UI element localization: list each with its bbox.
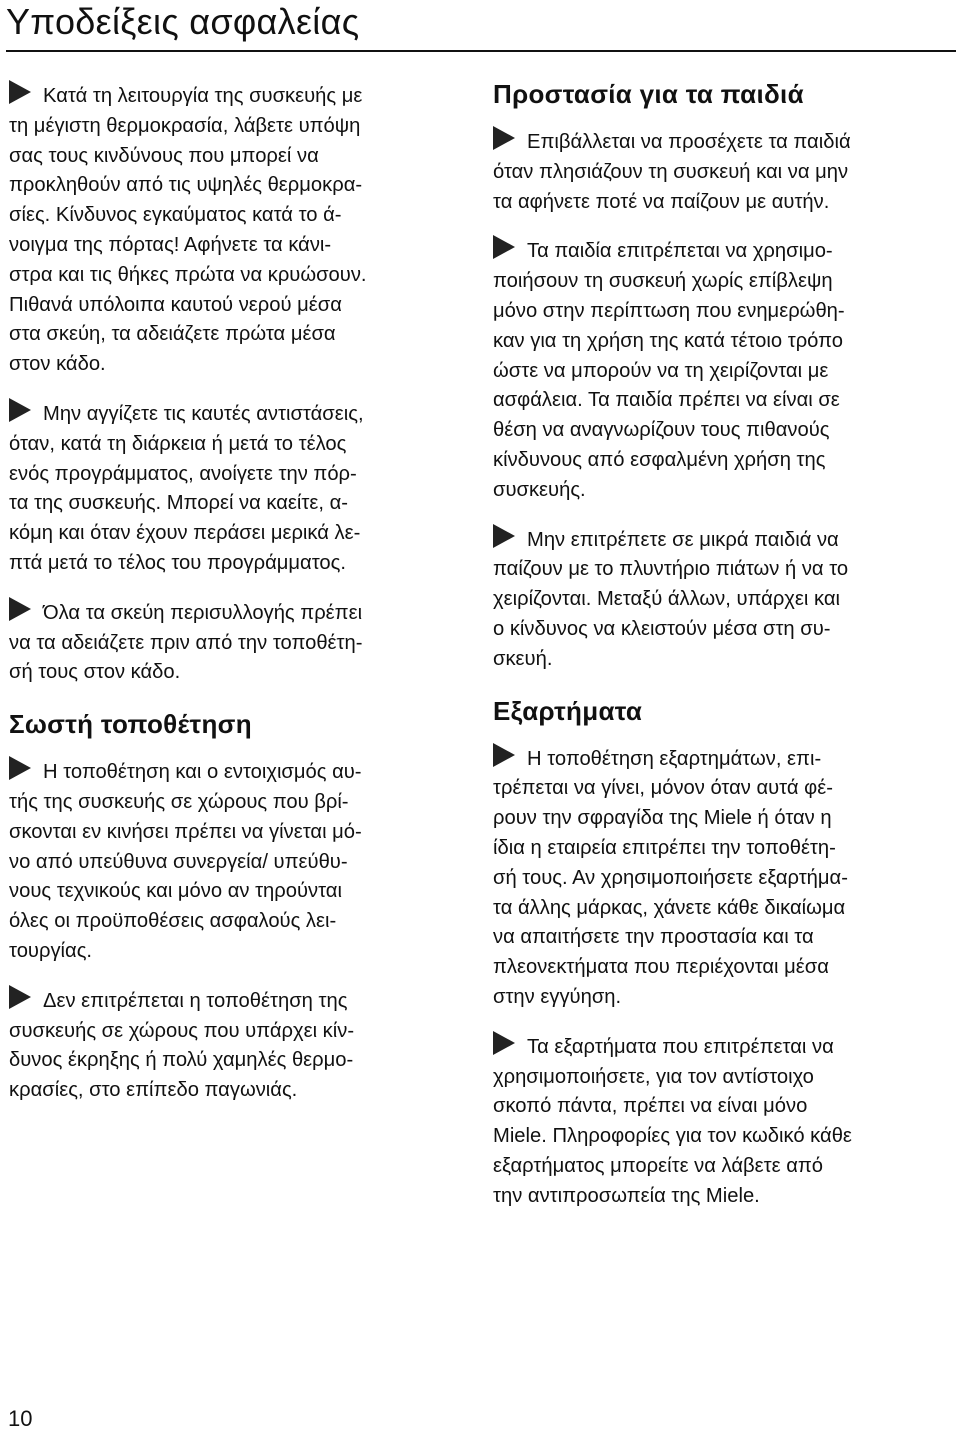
text-line: Η τοποθέτηση και ο εντοιχισμός αυ- [9, 756, 471, 788]
text-line: ο κίνδυνος να κλειστούν μέσα στη συ- [493, 617, 831, 640]
text-line: Όλα τα σκεύη περισυλλογής πρέπει [9, 597, 471, 629]
text-line: τουργίας. [9, 939, 93, 962]
text-line: να απαιτήσετε την προστασία και τα [493, 926, 814, 949]
note-young-children-play [493, 524, 953, 675]
text-line: Δεν επιτρέπεται η τοποθέτηση της [9, 985, 471, 1017]
text-line: παίζουν με το πλυντήριο πιάτων ή να το [493, 558, 849, 581]
note-mobile-installation [9, 756, 471, 967]
text-line: χρησιμοποιήσετε, για τον αντίστοιχο [493, 1065, 814, 1088]
section-heading-accessories: Εξαρτήματα [493, 695, 643, 726]
text-line: κίνδυνους από εσφαλμένη χρήση της [493, 448, 826, 471]
text-line: τα αφήνετε ποτέ να παίζουν με αυτήν. [493, 190, 830, 213]
text-line: Τα παιδία επιτρέπεται να χρησιμο- [493, 235, 953, 267]
triangle-right-icon [493, 126, 515, 150]
text-line: Η τοποθέτηση εξαρτημάτων, επι- [493, 743, 953, 775]
text-line: καν για τη χρήση της κατά τέτοιο τρόπο [493, 329, 843, 352]
text-line: τής της συσκευής σε χώρους που βρί- [9, 790, 349, 813]
note-children-usage [493, 235, 953, 505]
title-divider [6, 50, 956, 52]
text-line: σκοπό πάντα, πρέπει να είναι μόνο [493, 1095, 808, 1118]
note-miele-parts-info [493, 1031, 953, 1212]
note-max-temperature [9, 80, 471, 380]
text-line: προκληθούν από τις υψηλές θερμοκρα- [9, 174, 363, 197]
text-line: Μην αγγίζετε τις καυτές αντιστάσεις, [9, 398, 471, 430]
triangle-right-icon [9, 80, 31, 104]
text-line: τα της συσκευής. Μπορεί να καείτε, α- [9, 492, 348, 515]
text-line: ενός προγράμματος, ανοίγετε την πόρ- [9, 462, 357, 485]
text-line: τα άλλης μάρκας, χάνετε κάθε δικαίωμα [493, 896, 846, 919]
left-column [9, 80, 471, 1124]
text-line: ποιήσουν τη συσκευή χωρίς επίβλεψη [493, 270, 833, 293]
text-line: σίες. Κίνδυνος εγκαύματος κατά το ά- [9, 204, 342, 227]
page-number: 10 [8, 1406, 33, 1431]
note-explosion-frost-risk [9, 985, 471, 1106]
text-line: νοιγμα της πόρτας! Αφήνετε τα κάνι- [9, 233, 332, 256]
text-line: μόνο στην περίπτωση που ενημερώθη- [493, 299, 845, 322]
triangle-right-icon [9, 756, 31, 780]
text-line: νο από υπεύθυνα συνεργεία/ υπεύθυ- [9, 850, 348, 873]
text-line: συσκευής. [493, 478, 586, 501]
text-line: τρέπεται να γίνει, μόνον όταν αυτά φέ- [493, 777, 833, 800]
text-line: στον κάδο. [9, 353, 106, 376]
text-line: όταν, κατά τη διάρκεια ή μετά το τέλος [9, 432, 347, 455]
note-empty-collection-vessels [9, 597, 471, 688]
text-line: να τα αδειάζετε πριν από την τοποθέτη- [9, 631, 363, 654]
text-line: στρα και τις θήκες πρώτα να κρυώσουν. [9, 263, 367, 286]
text-line: σή τους στον κάδο. [9, 661, 181, 684]
text-line: στα σκεύη, τα αδειάζετε πρώτα μέσα [9, 323, 336, 346]
page-title: Υποδείξεις ασφαλείας [6, 1, 360, 42]
text-line: κόμη και όταν έχουν περάσει μερικά λε- [9, 522, 361, 545]
text-line: ασφάλεια. Τα παιδία πρέπει να είναι σε [493, 389, 840, 412]
right-column [493, 76, 953, 1230]
text-line: χειρίζονται. Μεταξύ άλλων, υπάρχει και [493, 588, 841, 611]
text-line: την αντιπροσωπεία της Miele. [493, 1184, 760, 1207]
text-line: τη μέγιστη θερμοκρασία, λάβετε υπόψη [9, 114, 361, 137]
text-line: θέση να αναγνωρίζουν τους πιθανούς [493, 419, 830, 442]
text-line: κρασίες, στο επίπεδο παγωνιάς. [9, 1079, 298, 1102]
text-line: σκονται εν κινήσει πρέπει να γίνεται μό- [9, 820, 362, 843]
text-line: Μην επιτρέπετε σε μικρά παιδιά να [493, 524, 953, 556]
text-line: νους τεχνικούς και μόνο αν τηρούνται [9, 880, 342, 903]
text-line: Miele. Πληροφορίες για τον κωδικό κάθε [493, 1125, 852, 1148]
text-line: όταν πλησιάζουν τη συσκευή και να μην [493, 160, 849, 183]
section-heading-correct-installation: Σωστή τοποθέτηση [9, 709, 252, 740]
text-line: Πιθανά υπόλοιπα καυτού νερού μέσα [9, 293, 342, 316]
text-line: πτά μετά το τέλος του προγράμματος. [9, 551, 346, 574]
text-line: στην εγγύηση. [493, 985, 622, 1008]
triangle-right-icon [493, 743, 515, 767]
text-line: ρουν την σφραγίδα της Miele ή όταν η [493, 807, 832, 830]
section-heading-child-safety: Προστασία για τα παιδιά [493, 79, 804, 109]
text-line: Τα εξαρτήματα που επιτρέπεται να [493, 1031, 953, 1063]
text-line: Επιβάλλεται να προσέχετε τα παιδιά [493, 126, 953, 158]
triangle-right-icon [493, 524, 515, 548]
text-line: συσκευής σε χώρους που υπάρχει κίν- [9, 1019, 355, 1042]
triangle-right-icon [9, 597, 31, 621]
triangle-right-icon [493, 235, 515, 259]
triangle-right-icon [493, 1031, 515, 1055]
text-line: δυνος έκρηξης ή πολύ χαμηλές θερμο- [9, 1049, 354, 1072]
text-line: Κατά τη λειτουργία της συσκευής με [9, 80, 471, 112]
text-line: πλεονεκτήματα που περιέχονται μέσα [493, 956, 829, 979]
note-hot-heating-elements [9, 398, 471, 579]
text-line: σκευή. [493, 647, 553, 670]
text-line: εξαρτήματος μπορείτε να λάβετε από [493, 1154, 824, 1177]
note-approved-accessories [493, 743, 953, 1013]
text-line: ίδια η εταιρεία επιτρέπει την τοποθέτη- [493, 836, 836, 859]
note-supervise-children [493, 126, 953, 217]
text-line: σας τους κινδύνους που μπορεί να [9, 144, 319, 167]
text-line: ώστε να μπορούν να τη χειρίζονται με [493, 359, 829, 382]
text-line: όλες οι προϋποθέσεις ασφαλούς λει- [9, 910, 337, 933]
text-line: σή τους. Αν χρησιμοποιήσετε εξαρτήμα- [493, 866, 848, 889]
triangle-right-icon [9, 398, 31, 422]
triangle-right-icon [9, 985, 31, 1009]
